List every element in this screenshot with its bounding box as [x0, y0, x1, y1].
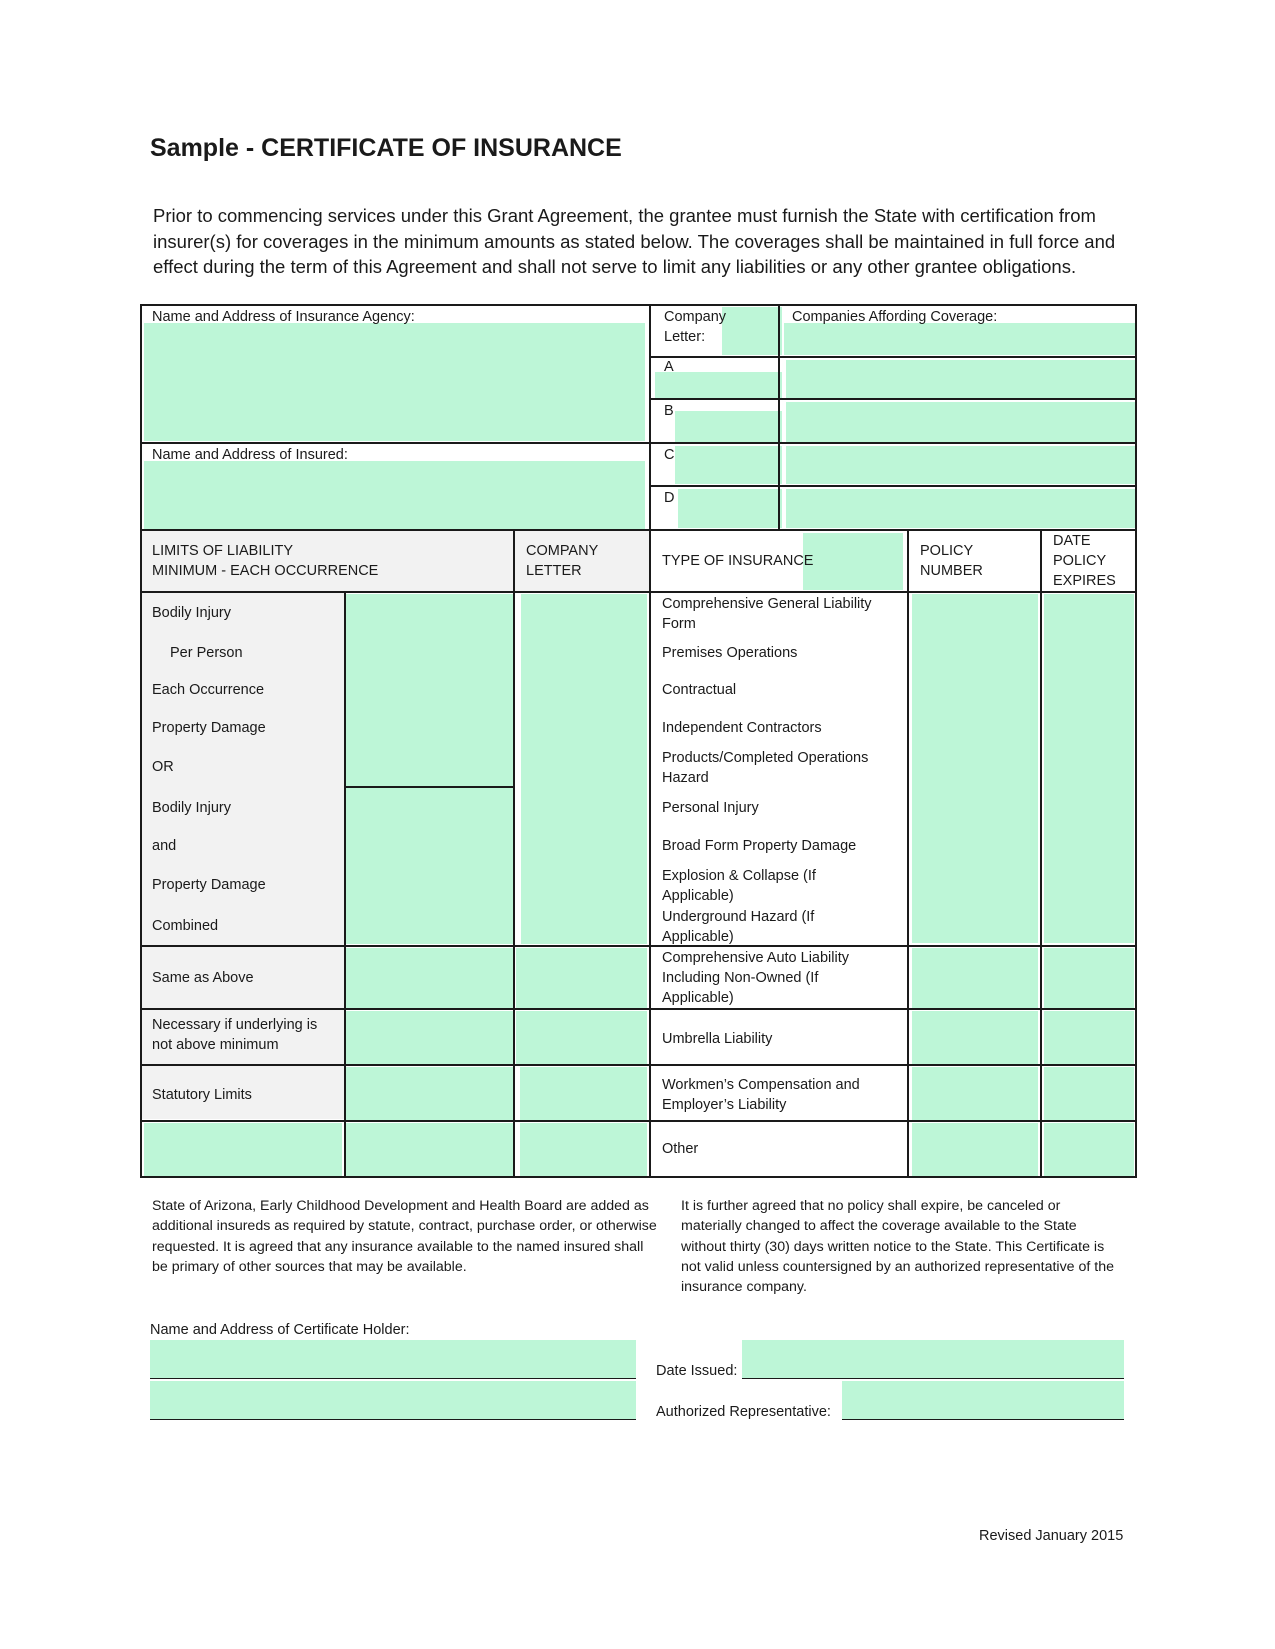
company-letter-header-field[interactable]: [722, 307, 782, 355]
table-border: [1040, 529, 1042, 1178]
insurance-type-label: Products/Completed Operations Hazard: [662, 750, 869, 786]
certificate-holder-label: Name and Address of Certificate Holder:: [150, 1322, 410, 1338]
insurance-type-label: Personal Injury: [662, 800, 759, 816]
letter-c-field[interactable]: [675, 446, 782, 484]
letter-b: B: [664, 403, 674, 419]
company-workmen-field[interactable]: [520, 1067, 647, 1121]
insurance-type-label: Broad Form Property Damage: [662, 838, 857, 854]
table-border: [651, 356, 1137, 358]
company-letter-label-2: Letter:: [664, 329, 706, 345]
table-border: [140, 304, 1137, 306]
company-d-field[interactable]: [786, 489, 1136, 528]
table-border: [140, 591, 1137, 593]
date-umbrella-field[interactable]: [1044, 1011, 1134, 1064]
insurance-type-label: Other: [662, 1141, 699, 1157]
letter-d: D: [664, 490, 675, 506]
company-other-field[interactable]: [520, 1123, 647, 1176]
cancellation-paragraph: It is further agreed that no policy shall expire, be canceled or materially changed to affect the coverage available to the State without thirty (30) days written notice to the State. This Certificate is not valid unless countersigned by an authorized representative of the insurance company.: [681, 1198, 1114, 1296]
insurance-type-label: Premises Operations: [662, 645, 798, 661]
type-header-field[interactable]: [803, 533, 903, 590]
limit-label: Bodily Injury: [152, 800, 231, 816]
insurance-type-label: Umbrella Liability: [662, 1031, 773, 1047]
table-border: [778, 304, 780, 530]
table-border: [651, 398, 1137, 400]
company-umbrella-field[interactable]: [516, 1011, 647, 1064]
insurance-type-label: Explosion & Collapse (If Applicable): [662, 868, 816, 904]
agency-label: Name and Address of Insurance Agency:: [152, 309, 415, 325]
limit-label: Necessary if underlying is not above minimum: [152, 1017, 318, 1053]
policy-number-header-2: NUMBER: [920, 563, 983, 579]
date-expires-header-2: POLICY: [1053, 553, 1107, 569]
limit-label: Same as Above: [152, 970, 254, 986]
company-auto-field[interactable]: [516, 948, 647, 1008]
letter-d-field[interactable]: [678, 489, 782, 528]
type-of-insurance-header: TYPE OF INSURANCE: [662, 553, 814, 569]
company-b-field[interactable]: [786, 402, 1136, 442]
limit-label: Per Person: [170, 645, 243, 661]
companies-affording-label: Companies Affording Coverage:: [792, 309, 998, 325]
limit-label: Combined: [152, 918, 219, 934]
table-border: [344, 786, 515, 788]
limit-label: and: [152, 838, 177, 854]
company-letter-label: Company: [664, 309, 727, 325]
insurance-type-label: Contractual: [662, 682, 737, 698]
company-letter-header: COMPANY: [526, 543, 599, 559]
limits-header-2: MINIMUM - EACH OCCURRENCE: [152, 563, 379, 579]
date-auto-field[interactable]: [1044, 948, 1134, 1008]
holder-line-1-field[interactable]: [150, 1340, 636, 1378]
table-border: [907, 529, 909, 1178]
table-border: [140, 442, 1137, 444]
limit-other-label-field[interactable]: [144, 1123, 342, 1176]
date-issued-field[interactable]: [742, 1340, 1124, 1378]
table-border: [513, 529, 515, 1178]
table-border: [140, 304, 142, 1178]
insurance-type-label: Comprehensive General Liability Form: [662, 596, 872, 632]
holder-line-1-underline: [150, 1378, 636, 1379]
date-expires-header-3: EXPIRES: [1053, 573, 1116, 589]
limit-label: Property Damage: [152, 877, 266, 893]
insurance-type-label: Independent Contractors: [662, 720, 822, 736]
limit-value-combined-field[interactable]: [346, 788, 513, 944]
company-a-field[interactable]: [786, 360, 1136, 398]
date-workmen-field[interactable]: [1044, 1067, 1134, 1121]
additional-insured-paragraph: State of Arizona, Early Childhood Development and Health Board are added as additional insureds as required by statute, contract, purchase order, or otherwise requested. It is agreed that any insurance available to the named insured shall be primary of other sources that may be available.: [152, 1198, 657, 1275]
holder-line-2-field[interactable]: [150, 1381, 636, 1419]
affording-header-field[interactable]: [784, 323, 1137, 355]
limit-auto-field[interactable]: [346, 948, 513, 1008]
limit-umbrella-field[interactable]: [346, 1011, 513, 1064]
date-issued-label: Date Issued:: [656, 1363, 738, 1379]
company-c-field[interactable]: [786, 446, 1136, 484]
limit-label: Property Damage: [152, 720, 266, 736]
date-expires-header: DATE: [1053, 533, 1091, 549]
table-border: [140, 945, 1137, 947]
authorized-rep-field[interactable]: [842, 1381, 1124, 1419]
authorized-rep-underline: [842, 1419, 1124, 1420]
company-letter-header-2: LETTER: [526, 563, 582, 579]
policy-umbrella-field[interactable]: [912, 1011, 1038, 1064]
policy-number-header: POLICY: [920, 543, 974, 559]
limit-value-cgl-field[interactable]: [346, 594, 513, 786]
letter-c: C: [664, 447, 675, 463]
agency-name-field[interactable]: [144, 323, 645, 441]
limit-other-field[interactable]: [346, 1123, 513, 1176]
letter-b-field[interactable]: [675, 411, 782, 443]
table-border: [140, 1176, 1137, 1178]
date-issued-underline: [742, 1378, 1124, 1379]
policy-workmen-field[interactable]: [912, 1067, 1038, 1121]
letter-a-field[interactable]: [655, 372, 782, 399]
limit-workmen-field[interactable]: [346, 1067, 513, 1121]
insurance-type-label: Workmen’s Compensation and Employer’s Liability: [662, 1077, 860, 1113]
limit-label: Statutory Limits: [152, 1087, 252, 1103]
insurance-type-label: Underground Hazard (If Applicable): [662, 909, 815, 945]
holder-line-2-underline: [150, 1419, 636, 1420]
table-border: [651, 485, 1137, 487]
policy-other-field[interactable]: [912, 1123, 1038, 1176]
authorized-rep-label: Authorized Representative:: [656, 1404, 831, 1420]
revised-date: Revised January 2015: [979, 1528, 1124, 1544]
limit-label: Bodily Injury: [152, 605, 231, 621]
table-border: [649, 304, 651, 1178]
policy-auto-field[interactable]: [912, 948, 1038, 1008]
date-other-field[interactable]: [1044, 1123, 1134, 1176]
table-border: [1135, 304, 1137, 1178]
limits-header: LIMITS OF LIABILITY: [152, 543, 294, 559]
table-border: [140, 1120, 1137, 1122]
insured-label: Name and Address of Insured:: [152, 447, 348, 463]
table-border: [344, 591, 346, 1178]
limit-label: Each Occurrence: [152, 682, 265, 698]
letter-a: A: [664, 359, 674, 375]
insured-name-field[interactable]: [144, 461, 645, 529]
table-border: [140, 1008, 1137, 1010]
table-border: [140, 1064, 1137, 1066]
insurance-type-label: Comprehensive Auto Liability Including Non-Owned (If Applicable): [662, 950, 849, 1006]
policy-number-cgl-field[interactable]: [912, 594, 1038, 943]
table-border: [140, 529, 1137, 531]
company-letter-cgl-field[interactable]: [521, 594, 647, 944]
page-title: Sample - CERTIFICATE OF INSURANCE: [150, 134, 622, 162]
date-expires-cgl-field[interactable]: [1044, 594, 1134, 943]
limit-label: OR: [152, 759, 174, 775]
intro-paragraph: Prior to commencing services under this Grant Agreement, the grantee must furnish the State with certification from insurer(s) for coverages in the minimum amounts as stated below. The coverages shall be maintained in full force and effect during the term of this Agreement and shall not serve to limit any liabilities or any other grantee obligations.: [153, 205, 1116, 277]
